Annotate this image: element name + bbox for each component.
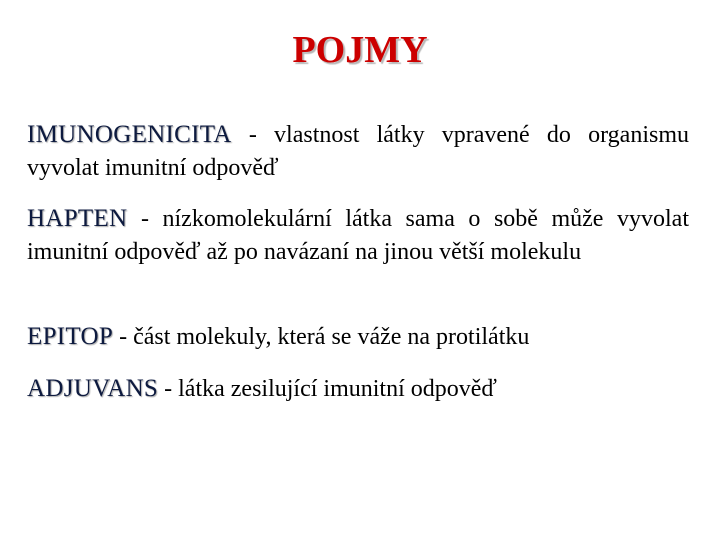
definition-term: HAPTEN — [27, 205, 128, 232]
definition-term: ADJUVANS — [27, 375, 159, 402]
definition-text: látka zesilující imunitní odpověď — [178, 376, 497, 402]
slide-title: POJMY — [292, 29, 428, 71]
definition-text: vlastnost látky vpravené do organismu vyvolat imunitní odpověď — [27, 122, 689, 181]
definition-item — [27, 118, 689, 184]
definition-separator: - — [158, 376, 179, 402]
definition-item — [27, 372, 689, 406]
definition-text: část molekuly, která se váže na protilátku — [133, 324, 530, 350]
definition-item — [27, 320, 689, 354]
definition-term: IMUNOGENICITA — [27, 121, 232, 148]
definition-text: nízkomolekulární látka sama o sobě může vyvolat imunitní odpověď až po navázaní na jinou větší molekulu — [27, 206, 689, 265]
definition-term: EPITOP — [27, 323, 114, 350]
definition-separator: - — [231, 122, 275, 148]
definition-separator: - — [113, 324, 134, 350]
definition-separator: - — [127, 206, 163, 232]
definition-item — [27, 202, 689, 268]
